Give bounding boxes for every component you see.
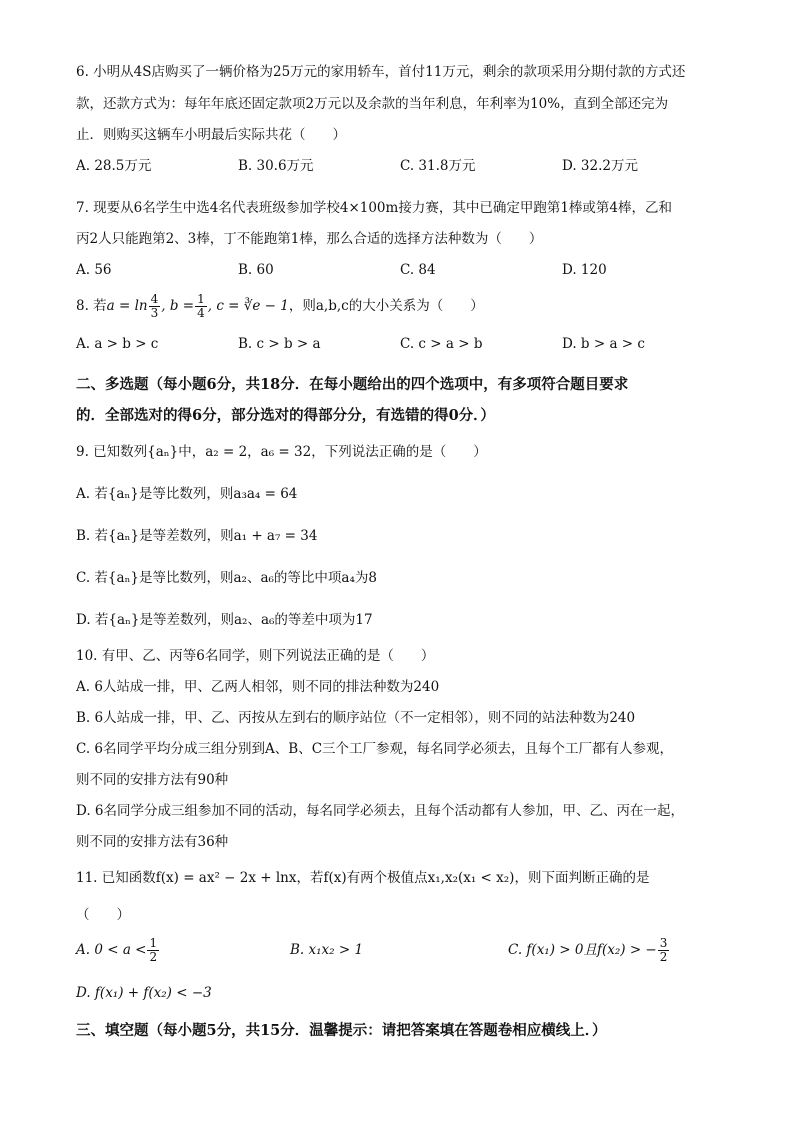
q10-option-c-line-2: 则不同的安排方法有90种 <box>76 772 229 788</box>
q8-option-c: C. c > a > b <box>400 336 483 352</box>
section-2-heading-line-1: 二、多选题（每小题6分，共18分．在每小题给出的四个选项中，有多项符合题目要求 <box>76 376 629 393</box>
q6-line-3: 止．则购买这辆车小明最后实际共花（ ） <box>76 127 346 143</box>
q8-b-expr: , b = <box>161 298 195 314</box>
q10-option-a: A. 6人站成一排，甲、乙两人相邻，则不同的排法种数为240 <box>76 679 440 695</box>
q7-option-a: A. 56 <box>76 262 112 278</box>
q7-option-d: D. 120 <box>562 262 607 278</box>
q8-b-numerator: 1 <box>197 292 205 306</box>
q8-b-denominator: 4 <box>197 306 205 320</box>
q11-option-b-text: B. x₁x₂ > 1 <box>290 942 364 958</box>
q11-option-a-text: A. 0 < a < <box>76 942 147 958</box>
q11-option-b <box>290 941 363 959</box>
q10-option-b: B. 6人站成一排，甲、乙、丙按从左到右的顺序站位（不一定相邻），则不同的站法种数为240 <box>76 710 636 726</box>
q8-option-d: D. b > a > c <box>562 336 645 352</box>
q8-a-fraction <box>149 293 161 320</box>
q11-option-c-fraction <box>658 937 670 964</box>
q8-stem <box>76 288 484 324</box>
q8-option-a: A. a > b > c <box>76 336 159 352</box>
section-2-heading-line-2: 的．全部选对的得6分，部分选对的得部分分，有选错的得0分．） <box>76 407 495 424</box>
q8-prefix: 8. 若 <box>76 298 107 314</box>
q8-option-b: B. c > b > a <box>238 336 321 352</box>
q7-line-2: 丙2人只能跑第2、3棒，丁不能跑第1棒，那么合适的选择方法种数为（ ） <box>76 231 543 247</box>
q8-c-expr: , c = ∛e − 1 <box>207 298 289 314</box>
q10-option-d-line-1: D. 6名同学分成三组参加不同的活动，每名同学必须去，且每个活动都有人参加，甲、乙、丙在一起， <box>76 803 685 819</box>
q11-option-d <box>76 984 212 1002</box>
q11-stem: 11. 已知函数f(x) = ax² − 2x + lnx，若f(x)有两个极值点x₁,x₂(x₁ < x₂)，则下面判断正确的是 <box>76 870 650 886</box>
q6-option-c: C. 31.8万元 <box>400 158 476 174</box>
q8-suffix: ，则a,b,c的大小关系为（ ） <box>288 298 484 314</box>
q8-a-numerator: 4 <box>150 292 159 306</box>
q8-b-fraction <box>195 293 207 320</box>
q11-option-c-text: C. f(x₁) > 0且f(x₂) > − <box>508 942 657 958</box>
q9-option-a: A. 若{aₙ}是等比数列，则a₃a₄ = 64 <box>76 486 298 502</box>
q7-option-b: B. 60 <box>238 262 274 278</box>
q7-line-1: 7. 现要从6名学生中选4名代表班级参加学校4×100m接力赛，其中已确定甲跑第1棒或第4棒，乙和 <box>76 200 672 216</box>
q9-option-c: C. 若{aₙ}是等比数列，则a₂、a₆的等比中项a₄为8 <box>76 570 377 586</box>
section-3-heading: 三、填空题（每小题5分，共15分．温馨提示：请把答案填在答题卷相应横线上．） <box>76 1022 607 1039</box>
q11-option-a <box>76 932 160 968</box>
q9-option-b: B. 若{aₙ}是等差数列，则a₁ + a₇ = 34 <box>76 528 318 544</box>
q8-a-expr: a = ln <box>106 298 148 314</box>
q9-stem: 9. 已知数列{aₙ}中，a₂ = 2，a₆ = 32，下列说法正确的是（ ） <box>76 444 487 460</box>
q6-line-2: 款，还款方式为：每年年底还固定款项2万元以及余款的当年利息，年利率为10%，直到全部还完为 <box>76 96 669 112</box>
q11-option-c-denominator: 2 <box>659 950 668 964</box>
q6-option-a: A. 28.5万元 <box>76 158 152 174</box>
q10-option-d-line-2: 则不同的安排方法有36种 <box>76 834 229 850</box>
q6-line-1: 6. 小明从4S店购买了一辆价格为25万元的家用轿车，首付11万元，剩余的款项采用分期付款的方式还 <box>76 64 686 80</box>
q11-option-c-numerator: 3 <box>659 936 668 950</box>
q11-answer-paren: （ ） <box>76 907 130 923</box>
q11-option-a-fraction <box>147 937 159 964</box>
q7-option-c: C. 84 <box>400 262 436 278</box>
q10-stem: 10. 有甲、乙、丙等6名同学，则下列说法正确的是（ ） <box>76 648 435 664</box>
q11-option-d-text: D. f(x₁) + f(x₂) < −3 <box>76 985 212 1001</box>
q11-option-c <box>508 932 670 968</box>
q6-option-b: B. 30.6万元 <box>238 158 314 174</box>
q11-option-a-denominator: 2 <box>149 950 158 964</box>
q11-option-a-numerator: 1 <box>149 936 158 950</box>
q10-option-c-line-1: C. 6名同学平均分成三组分别到A、B、C三个工厂参观，每名同学必须去，且每个工厂都有人参观， <box>76 741 674 757</box>
q6-option-d: D. 32.2万元 <box>562 158 638 174</box>
q8-a-denominator: 3 <box>150 306 159 320</box>
q9-option-d: D. 若{aₙ}是等差数列，则a₂、a₆的等差中项为17 <box>76 612 373 628</box>
